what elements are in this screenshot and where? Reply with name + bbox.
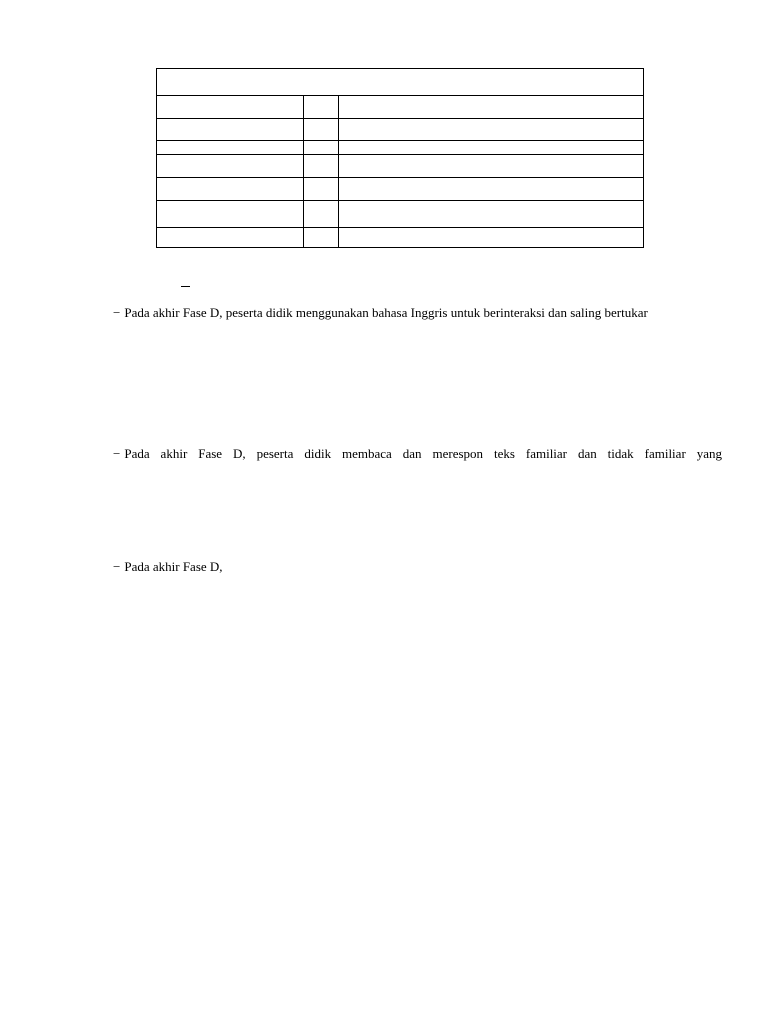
bullet-dash: − <box>113 446 121 461</box>
table-row <box>157 200 643 201</box>
table-row <box>157 95 643 96</box>
bullet-dash: − <box>113 305 121 320</box>
table-column-divider <box>338 95 339 247</box>
table-column-divider <box>303 95 304 247</box>
table-row <box>157 140 643 141</box>
paragraph-3 <box>113 559 223 575</box>
blank-form-table <box>156 68 644 248</box>
table-row <box>157 227 643 228</box>
table-header-row <box>157 69 643 95</box>
table-row <box>157 177 643 178</box>
paragraph-text: Pada akhir Fase D, <box>124 559 223 574</box>
paragraph-1 <box>113 305 648 321</box>
bullet-dash: − <box>113 559 121 574</box>
table-row <box>157 118 643 119</box>
paragraph-2 <box>113 446 722 462</box>
stray-dash-mark <box>181 286 190 287</box>
paragraph-text: Pada akhir Fase D, peserta didik membaca dan merespon teks familiar dan tidak familiar yang <box>124 446 722 461</box>
table-row <box>157 154 643 155</box>
paragraph-text: Pada akhir Fase D, peserta didik menggunakan bahasa Inggris untuk berinteraksi dan saling bertukar <box>124 305 648 320</box>
